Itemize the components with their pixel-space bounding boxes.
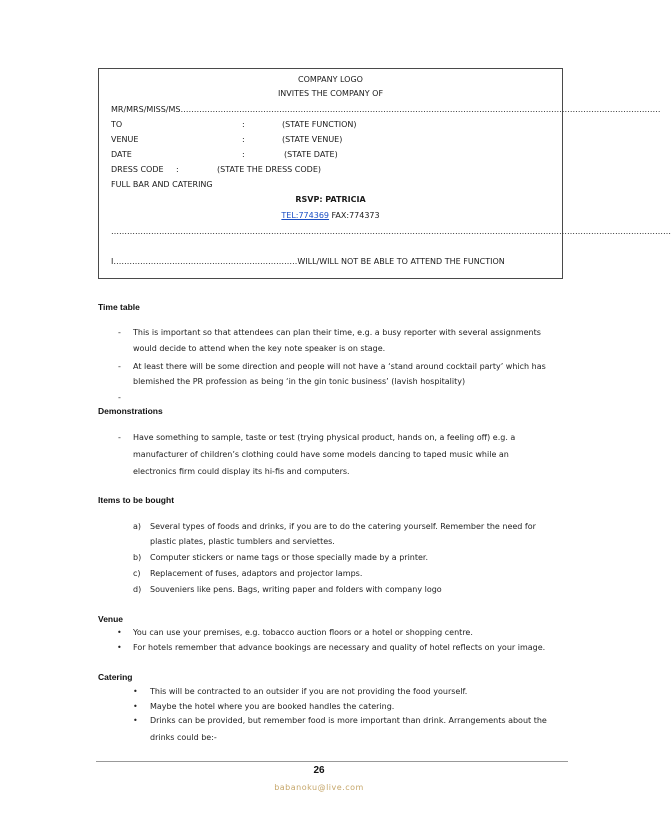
venue-heading: Venue xyxy=(98,614,124,624)
list-marker: • xyxy=(133,687,138,696)
list-item-line: Replacement of fuses, adaptors and projector lamps. xyxy=(150,569,363,578)
dotted-separator: ………………………………………………………………………………………………………………………………………………………………………………………… xyxy=(111,227,671,236)
dress-code-value: (STATE THE DRESS CODE) xyxy=(217,165,321,174)
list-marker: - xyxy=(118,433,121,442)
venue-colon: : xyxy=(242,135,245,144)
list-item-line: plastic plates, plastic tumblers and serviettes. xyxy=(150,537,335,546)
list-item-line: This will be contracted to an outsider if you are not providing the food yourself. xyxy=(150,687,468,696)
page-number: 26 xyxy=(313,765,325,776)
list-item-line: blemished the PR profession as being ‘in the gin tonic business’ (lavish hospitality) xyxy=(133,377,466,386)
list-item-line: Have something to sample, taste or test (trying physical product, hands on, a feeling off) e.g. a xyxy=(133,433,516,442)
footer-email: babanoku@live.com xyxy=(274,783,364,792)
list-marker: • xyxy=(117,643,122,652)
tel-link[interactable]: TEL:774369 xyxy=(281,211,330,220)
catering-heading: Catering xyxy=(98,672,133,682)
list-marker: a) xyxy=(133,522,142,531)
dress-code-label: DRESS CODE xyxy=(111,165,164,174)
list-marker: • xyxy=(117,628,122,637)
contact-line xyxy=(99,211,562,221)
list-marker: • xyxy=(133,716,138,725)
list-marker: • xyxy=(133,702,138,711)
list-marker: d) xyxy=(133,585,142,594)
fax-text: FAX:774373 xyxy=(329,211,380,220)
invites-line: INVITES THE COMPANY OF xyxy=(277,89,384,98)
list-item-line: would decide to attend when the key note speaker is on stage. xyxy=(133,344,386,353)
footer-divider xyxy=(96,761,568,762)
venue-value: (STATE VENUE) xyxy=(282,135,343,144)
date-value: (STATE DATE) xyxy=(284,150,338,159)
venue-label: VENUE xyxy=(111,135,139,144)
timetable-heading: Time table xyxy=(98,302,140,312)
list-item-line: For hotels remember that advance bookings are necessary and quality of hotel reflects on your image. xyxy=(133,643,546,652)
list-item-line: This is important so that attendees can plan their time, e.g. a busy reporter with several assignments xyxy=(133,328,541,337)
list-marker: - xyxy=(118,393,121,402)
list-marker: b) xyxy=(133,553,142,562)
demonstrations-heading: Demonstrations xyxy=(98,406,163,416)
rsvp-line: RSVP: PATRICIA xyxy=(295,195,366,204)
list-item-line: Drinks can be provided, but remember food is more important than drink. Arrangements about the xyxy=(150,716,547,725)
to-value: (STATE FUNCTION) xyxy=(282,120,357,129)
list-item-line: Computer stickers or name tags or those specially made by a printer. xyxy=(150,553,429,562)
to-label: TO xyxy=(111,120,123,129)
list-item-line: electronics firm could display its hi-fis and computers. xyxy=(133,467,350,476)
list-item-line: At least there will be some direction and people will not have a ‘stand around cocktail party’ which has xyxy=(133,362,546,371)
bar-catering-line: FULL BAR AND CATERING xyxy=(111,180,213,189)
company-logo-text: COMPANY LOGO xyxy=(298,75,363,84)
list-item-line: You can use your premises, e.g. tobacco auction floors or a hotel or shopping centre. xyxy=(133,628,473,637)
list-marker: - xyxy=(118,362,121,371)
list-item-line: drinks could be:- xyxy=(150,733,217,742)
items-heading: Items to be bought xyxy=(98,495,175,505)
list-item-line: Maybe the hotel where you are booked handles the catering. xyxy=(150,702,395,711)
list-item-line: Several types of foods and drinks, if you are to do the catering yourself. Remember the need for xyxy=(150,522,536,531)
list-item-line: manufacturer of children’s clothing could have some models dancing to taped music while an xyxy=(133,450,509,459)
dress-code-colon: : xyxy=(176,165,179,174)
list-marker: c) xyxy=(133,569,141,578)
invitation-card xyxy=(98,68,671,279)
list-item-line: Souveniers like pens. Bags, writing paper and folders with company logo xyxy=(150,585,442,594)
list-marker: - xyxy=(118,328,121,337)
guest-name-line: MR/MRS/MISS/MS……………………………………………………………………………………………………………………………………………………………… xyxy=(111,105,661,114)
date-label: DATE xyxy=(111,150,132,159)
date-colon: : xyxy=(242,150,245,159)
attendance-line: I……………………………………………………………WILL/WILL NOT BE ABLE TO ATTEND THE FUNCTION xyxy=(111,257,505,266)
to-colon: : xyxy=(242,120,245,129)
